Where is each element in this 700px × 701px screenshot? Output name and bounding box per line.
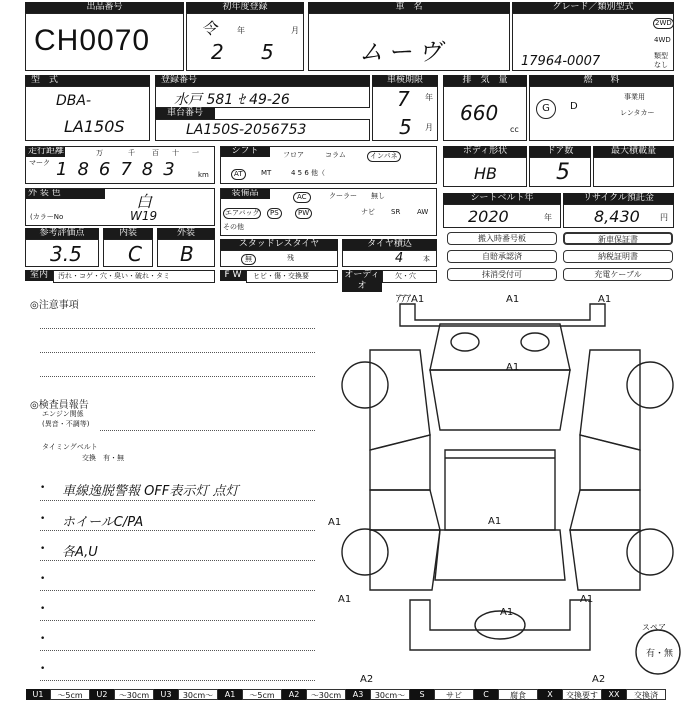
seatbelt-box — [443, 204, 561, 228]
rental-car: レンタカー — [620, 109, 655, 117]
lot-number: CH0070 — [34, 24, 151, 57]
displacement: 660 — [460, 101, 499, 125]
btn-new-car-warranty[interactable]: 新車保証書 — [563, 232, 673, 245]
inspector-label: ◎検査員報告 — [30, 400, 89, 411]
legend-code-s: S — [410, 689, 434, 700]
first-reg-year-unit: 年 — [237, 26, 245, 35]
score: 3.5 — [50, 242, 82, 266]
legend-desc-u2: ～30cm — [114, 689, 154, 700]
doors-box — [529, 157, 591, 187]
mark-front-center: A1 — [506, 294, 520, 305]
note-line-5 — [40, 620, 315, 621]
bullet-2: ホイールC/PA — [62, 515, 144, 530]
chassis-number: LA150S-2056753 — [186, 122, 307, 138]
bullet-6-dot: • — [40, 634, 46, 644]
shift-floor: フロア — [283, 151, 304, 159]
equipment-box — [220, 188, 437, 236]
engine-sub: (異音・不調等) — [42, 420, 90, 428]
spare-value: 有・無 — [646, 649, 674, 659]
bullet-1: 車線逸脱警報 OFF表示灯 点灯 — [62, 484, 239, 499]
equip-pw: PW — [295, 208, 312, 219]
displacement-box — [443, 86, 527, 141]
legend-desc-u3: 30cm～ — [178, 689, 218, 700]
exterior-header: 外装 — [157, 228, 215, 239]
mark-left-door: A1 — [328, 517, 342, 528]
fuel-g: G — [536, 99, 556, 119]
note-line-7 — [40, 680, 315, 681]
drive-4wd: 4WD — [654, 36, 671, 44]
mileage-mark: マーク — [29, 159, 50, 167]
tire-header: タイヤ積込 — [342, 239, 437, 250]
timing-label: タイミングベルト — [42, 443, 98, 451]
caution-label: ◎注意事項 — [30, 300, 79, 311]
recycle-header: リサイクル預託金 — [563, 193, 674, 204]
capacity-box — [593, 157, 674, 187]
audio-header: オーディオ — [342, 270, 382, 292]
legend-code-c: C — [474, 689, 498, 700]
mark-left-rear: A1 — [338, 594, 352, 605]
car-name-box — [308, 13, 510, 71]
body-header: ボディ形状 — [443, 146, 527, 157]
bullet-5-dot: • — [40, 604, 46, 614]
shift-gears: 4 5 6 他（ — [291, 169, 326, 177]
mileage: 186783 — [56, 159, 185, 180]
score-header: 参考評価点 — [25, 228, 99, 239]
type-none: 類型なし — [654, 52, 668, 69]
btn-charging-cable[interactable]: 充電ケーブル — [563, 268, 673, 281]
doors-header: ドア数 — [529, 146, 591, 157]
chassis-header: 車台番号 — [155, 108, 215, 119]
legend-code-a1: A1 — [218, 689, 242, 700]
displacement-unit: cc — [510, 125, 519, 134]
btn-arrival-plate[interactable]: 搬入時番号板 — [447, 232, 557, 245]
shift-header: シフト — [220, 146, 270, 157]
first-registration-box — [186, 13, 304, 71]
equip-airbag: エアバッグ — [225, 209, 260, 217]
room-items: 汚れ・コゲ・穴・臭い・破れ・タミ — [58, 272, 170, 280]
first-reg-month-unit: 月 — [291, 26, 299, 35]
shift-inpane: インパネ — [367, 151, 401, 162]
interior-grade: C — [128, 242, 142, 266]
mark-front-right: A1 — [598, 294, 612, 305]
mark-front-left: ｱｱｱA1 — [396, 294, 425, 305]
mileage-unit-hyaku: 百 — [152, 149, 159, 157]
exterior-box — [157, 239, 215, 267]
seatbelt-year: 2020 — [468, 207, 509, 226]
interior-box — [103, 239, 153, 267]
note-line-1 — [40, 500, 315, 501]
reg-number-header: 登録番号 — [155, 75, 370, 86]
studless-remaining: 残 — [287, 254, 294, 262]
caution-line-3 — [40, 376, 315, 377]
studless-header: スタッドレスタイヤ — [220, 239, 338, 250]
seatbelt-header: シートベルト年 — [443, 193, 561, 204]
recycle-unit: 円 — [660, 213, 668, 222]
fw-header: F W — [220, 270, 246, 281]
color-code: W19 — [130, 209, 158, 223]
legend-desc-s: サビ — [434, 689, 474, 700]
interior-header: 内装 — [103, 228, 153, 239]
model-line1: DBA- — [56, 93, 92, 109]
color-header: 外 装 色 — [25, 188, 105, 199]
legend-desc-a2: ～30cm — [306, 689, 346, 700]
inspection-year: 7 — [397, 87, 410, 111]
mark-hood: A1 — [506, 362, 520, 373]
note-line-3 — [40, 560, 315, 561]
studless-box — [220, 250, 338, 267]
mileage-unit-juu: 十 — [172, 149, 179, 157]
car-name-header: 車 名 — [308, 2, 510, 13]
color-code-label: (カラーNo — [30, 213, 64, 221]
inspection-month: 5 — [399, 115, 412, 139]
drive-2wd: 2WD — [655, 19, 672, 27]
equip-ac: AC — [293, 192, 311, 203]
recycle-amount: 8,430 — [594, 207, 640, 226]
mark-roof: A1 — [488, 516, 502, 527]
lot-number-box — [25, 13, 184, 71]
recycle-box — [563, 204, 674, 228]
inspection-year-unit: 年 — [425, 93, 433, 102]
mileage-unit-ichi: 一 — [192, 149, 199, 157]
exterior-grade: B — [180, 242, 194, 266]
btn-deregistration[interactable]: 抹消受付可 — [447, 268, 557, 281]
chassis-box — [155, 119, 370, 141]
note-line-4 — [40, 590, 315, 591]
fuel-d: D — [570, 101, 578, 112]
room-box — [53, 270, 215, 283]
mileage-unit: km — [198, 171, 209, 179]
equip-cooler: クーラー — [329, 192, 357, 200]
legend-code-a2: A2 — [282, 689, 306, 700]
model-box — [25, 86, 150, 141]
grade-header: グレード／類別型式 — [512, 2, 674, 13]
mark-rear-gate: A1 — [500, 607, 514, 618]
equipment-header: 装備品 — [220, 188, 270, 199]
tire-unit: 本 — [423, 255, 430, 263]
mileage-header: 走行距離 — [25, 146, 65, 157]
first-reg-year: 2 — [211, 40, 224, 64]
inspection-header: 車検期限 — [372, 75, 438, 86]
equip-none: 無し — [371, 192, 385, 200]
mark-right-rear: A1 — [580, 594, 594, 605]
bullet-4-dot: • — [40, 574, 46, 584]
first-reg-era: 令 — [201, 19, 218, 38]
legend-desc-u1: ～5cm — [50, 689, 90, 700]
legend-code-xx: XX — [602, 689, 626, 700]
reg-number-box — [155, 86, 370, 108]
legend-desc-a3: 30cm～ — [370, 689, 410, 700]
car-name: ムーヴ — [359, 38, 448, 66]
bullet-2-dot: • — [40, 514, 46, 524]
audio-box — [382, 270, 437, 283]
inspection-box — [372, 86, 438, 141]
model-header: 型 式 — [25, 75, 150, 86]
legend-desc-xx: 交換済 — [626, 689, 666, 700]
fuel-header: 燃 料 — [529, 75, 674, 86]
legend-code-a3: A3 — [346, 689, 370, 700]
mileage-unit-man: 万 — [96, 149, 103, 157]
legend-code-u3: U3 — [154, 689, 178, 700]
room-header: 室内 — [25, 270, 53, 281]
bullet-3-dot: • — [40, 544, 46, 554]
note-line-2 — [40, 530, 315, 531]
caution-line-1 — [40, 328, 315, 329]
business-use: 事業用 — [624, 93, 645, 101]
tire-count: 4 — [395, 251, 404, 266]
fw-items: ヒビ・傷・交換要 — [253, 272, 309, 280]
engine-line — [100, 430, 315, 431]
mark-rear-bumper-right: A2 — [592, 674, 606, 685]
fw-box — [246, 270, 338, 283]
first-registration-header: 初年度登録 — [186, 2, 304, 13]
audio-items: 欠・穴 — [395, 272, 416, 280]
reg-number: 水戸 581 ｾ 49-26 — [174, 92, 290, 108]
car-damage-diagram — [320, 290, 695, 686]
capacity-header: 最大積載量 — [593, 146, 674, 157]
spare-label: スペア — [642, 623, 666, 632]
shift-mt: MT — [261, 169, 272, 177]
score-box — [25, 239, 99, 267]
body-type: HB — [474, 164, 498, 183]
first-reg-month: 5 — [261, 40, 274, 64]
legend-code-u2: U2 — [90, 689, 114, 700]
caution-line-2 — [40, 352, 315, 353]
seatbelt-unit: 年 — [544, 213, 552, 222]
mileage-unit-sen: 千 — [128, 149, 135, 157]
equip-navi: ナビ — [361, 208, 375, 216]
body-box — [443, 157, 527, 187]
doors: 5 — [556, 160, 570, 185]
legend-code-x: X — [538, 689, 562, 700]
equip-other: その他 — [223, 223, 244, 231]
grade-value: 17964-0007 — [521, 54, 601, 69]
bullet-7-dot: • — [40, 664, 46, 674]
tire-box — [342, 250, 437, 267]
inspection-month-unit: 月 — [425, 123, 433, 132]
bullet-1-dot: • — [40, 483, 46, 493]
bullet-3: 各A,U — [62, 545, 98, 560]
legend-desc-a1: ～5cm — [242, 689, 282, 700]
legend-desc-x: 交換要す — [562, 689, 602, 700]
color-box — [25, 188, 215, 226]
mileage-box — [25, 146, 215, 184]
shift-at: AT — [231, 169, 246, 180]
equip-aw: AW — [417, 208, 429, 216]
legend-code-u1: U1 — [26, 689, 50, 700]
displacement-header: 排 気 量 — [443, 75, 527, 86]
shift-column: コラム — [325, 151, 346, 159]
grade-box — [512, 13, 674, 71]
legend-desc-c: 腐食 — [498, 689, 538, 700]
engine-label: エンジン関係 — [42, 410, 84, 418]
model-line2: LA150S — [64, 117, 125, 136]
btn-tax-certificate[interactable]: 納税証明書 — [563, 250, 673, 263]
mark-rear-bumper-left: A2 — [360, 674, 374, 685]
studless-none: 無 — [241, 254, 256, 265]
equip-ps: PS — [267, 208, 282, 219]
lot-number-header: 出品番号 — [25, 2, 184, 13]
shift-box — [220, 146, 437, 184]
fuel-box — [529, 86, 674, 141]
btn-jibai-approved[interactable]: 自賠承認済 — [447, 250, 557, 263]
timing-value: 交換 有・無 — [82, 454, 124, 462]
color: 白 — [136, 192, 153, 211]
note-line-6 — [40, 650, 315, 651]
equip-sr: SR — [391, 208, 401, 216]
